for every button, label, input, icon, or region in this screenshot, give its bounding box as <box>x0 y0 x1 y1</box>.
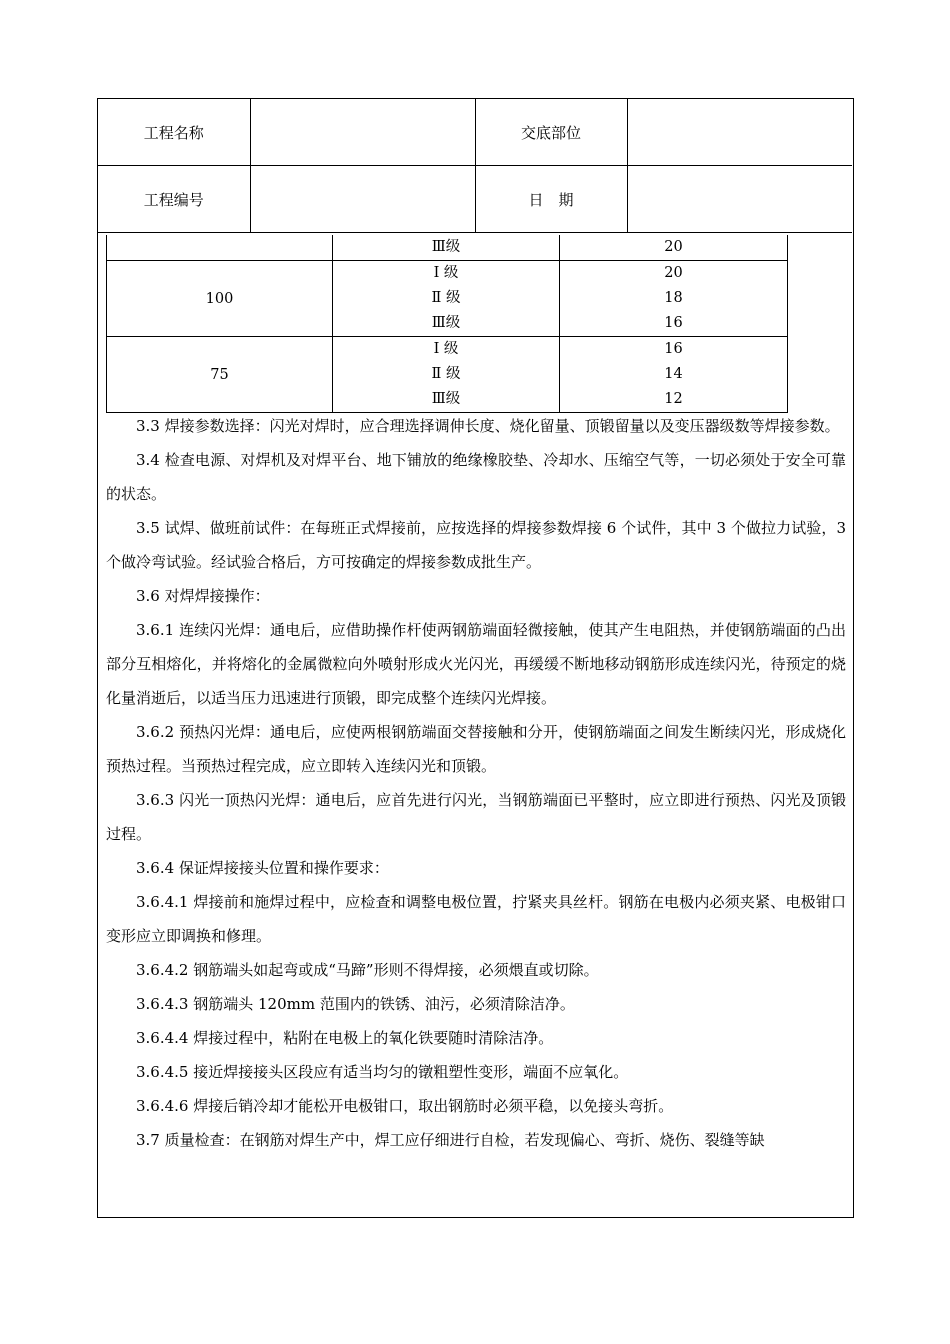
paragraph: 3.6.4.6 焊接后销冷却才能松开电极钳口，取出钢筋时必须平稳，以免接头弯折。 <box>136 1097 674 1115</box>
paragraph: 3.6.1 连续闪光焊：通电后，应借助操作杆使两钢筋端面轻微接触，使其产生电阻热，并使钢筋端面的凸出部分互相熔化，并将熔化的金属微粒向外喷射形成火光闪光，再缓缓不断地移动钢筋形成连续闪光，待预定的烧化量消逝后，以适当压力迅速进行顶锻，即完成整个连续闪光焊接。 <box>106 621 846 707</box>
param-level: Ⅰ 级 <box>433 265 459 281</box>
param-value: 20 <box>664 239 683 255</box>
paragraph: 3.7 质量检查：在钢筋对焊生产中，焊工应仔细进行自检，若发现偏心、弯折、烧伤、裂缝等缺 <box>136 1131 765 1149</box>
param-value: 20 <box>664 265 683 281</box>
param-level: Ⅰ 级 <box>433 341 459 357</box>
date-label: 日 期 <box>475 166 627 233</box>
paragraph: 3.6.4.4 焊接过程中，粘附在电极上的氧化铁要随时清除洁净。 <box>136 1029 554 1047</box>
param-diameter-cell: 75 <box>107 337 333 413</box>
param-level-cell <box>333 235 560 261</box>
project-name-value <box>250 99 475 166</box>
param-value: 16 <box>664 315 683 331</box>
param-level: Ⅲ级 <box>431 391 461 407</box>
project-no-value <box>250 166 475 233</box>
paragraph: 3.4 检查电源、对焊机及对焊平台、地下铺放的绝缘橡胶垫、冷却水、压缩空气等，一切必须处于安全可靠的状态。 <box>106 451 846 503</box>
project-name-label: 工程名称 <box>98 99 250 166</box>
param-level: Ⅱ 级 <box>431 366 461 382</box>
project-no-label: 工程编号 <box>98 166 250 233</box>
paragraph: 3.6.4.2 钢筋端头如起弯或成“马蹄”形则不得焊接，必须煨直或切除。 <box>136 961 599 979</box>
paragraph: 3.6 对焊焊接操作： <box>136 587 270 605</box>
document-frame <box>97 98 854 1218</box>
param-group-2 <box>107 337 788 413</box>
param-value: 12 <box>664 391 683 407</box>
param-value-cell <box>560 337 788 413</box>
param-value: 14 <box>664 366 683 382</box>
paragraph: 3.3 焊接参数选择：闪光对焊时，应合理选择调伸长度、烧化留量、顶锻留量以及变压器级数等焊接参数。 <box>136 417 840 435</box>
param-value-cell <box>560 235 788 261</box>
param-level-cell <box>333 261 560 337</box>
param-group-1 <box>107 261 788 337</box>
param-level: Ⅲ级 <box>431 315 461 331</box>
paragraph: 3.6.4.5 接近焊接接头区段应有适当均匀的镦粗塑性变形，端面不应氧化。 <box>136 1063 629 1081</box>
param-diameter-cell <box>107 235 333 261</box>
param-level: Ⅱ 级 <box>431 290 461 306</box>
paragraph: 3.5 试焊、做班前试件：在每班正式焊接前，应按选择的焊接参数焊接 6 个试件，其中 3 个做拉力试验，3 个做冷弯试验。经试验合格后，方可按确定的焊接参数成批生产。 <box>106 519 846 571</box>
header-table <box>98 99 852 233</box>
param-value: 16 <box>664 341 683 357</box>
handover-part-label: 交底部位 <box>475 99 627 166</box>
header-row-1 <box>98 99 852 166</box>
param-level: Ⅲ级 <box>431 239 461 255</box>
paragraph: 3.6.2 预热闪光焊：通电后，应使两根钢筋端面交替接触和分开，使钢筋端面之间发生断续闪光，形成烧化预热过程。当预热过程完成，应立即转入连续闪光和顶锻。 <box>106 723 846 775</box>
body-text <box>106 409 846 1157</box>
date-value <box>627 166 852 233</box>
param-table <box>106 235 788 413</box>
param-diameter-cell: 100 <box>107 261 333 337</box>
param-value: 18 <box>664 290 683 306</box>
paragraph: 3.6.3 闪光一顶热闪光焊：通电后，应首先进行闪光，当钢筋端面已平整时，应立即进行预热、闪光及顶锻过程。 <box>106 791 846 843</box>
paragraph: 3.6.4.3 钢筋端头 120mm 范围内的铁锈、油污，必须清除洁净。 <box>136 995 575 1013</box>
paragraph: 3.6.4 保证焊接接头位置和操作要求： <box>136 859 389 877</box>
handover-part-value <box>627 99 852 166</box>
header-row-2 <box>98 166 852 233</box>
param-level-cell <box>333 337 560 413</box>
param-value-cell <box>560 261 788 337</box>
param-row-0 <box>107 235 788 261</box>
paragraph: 3.6.4.1 焊接前和施焊过程中，应检查和调整电极位置，拧紧夹具丝杆。钢筋在电极内必须夹紧、电极钳口变形应立即调换和修理。 <box>106 893 846 945</box>
